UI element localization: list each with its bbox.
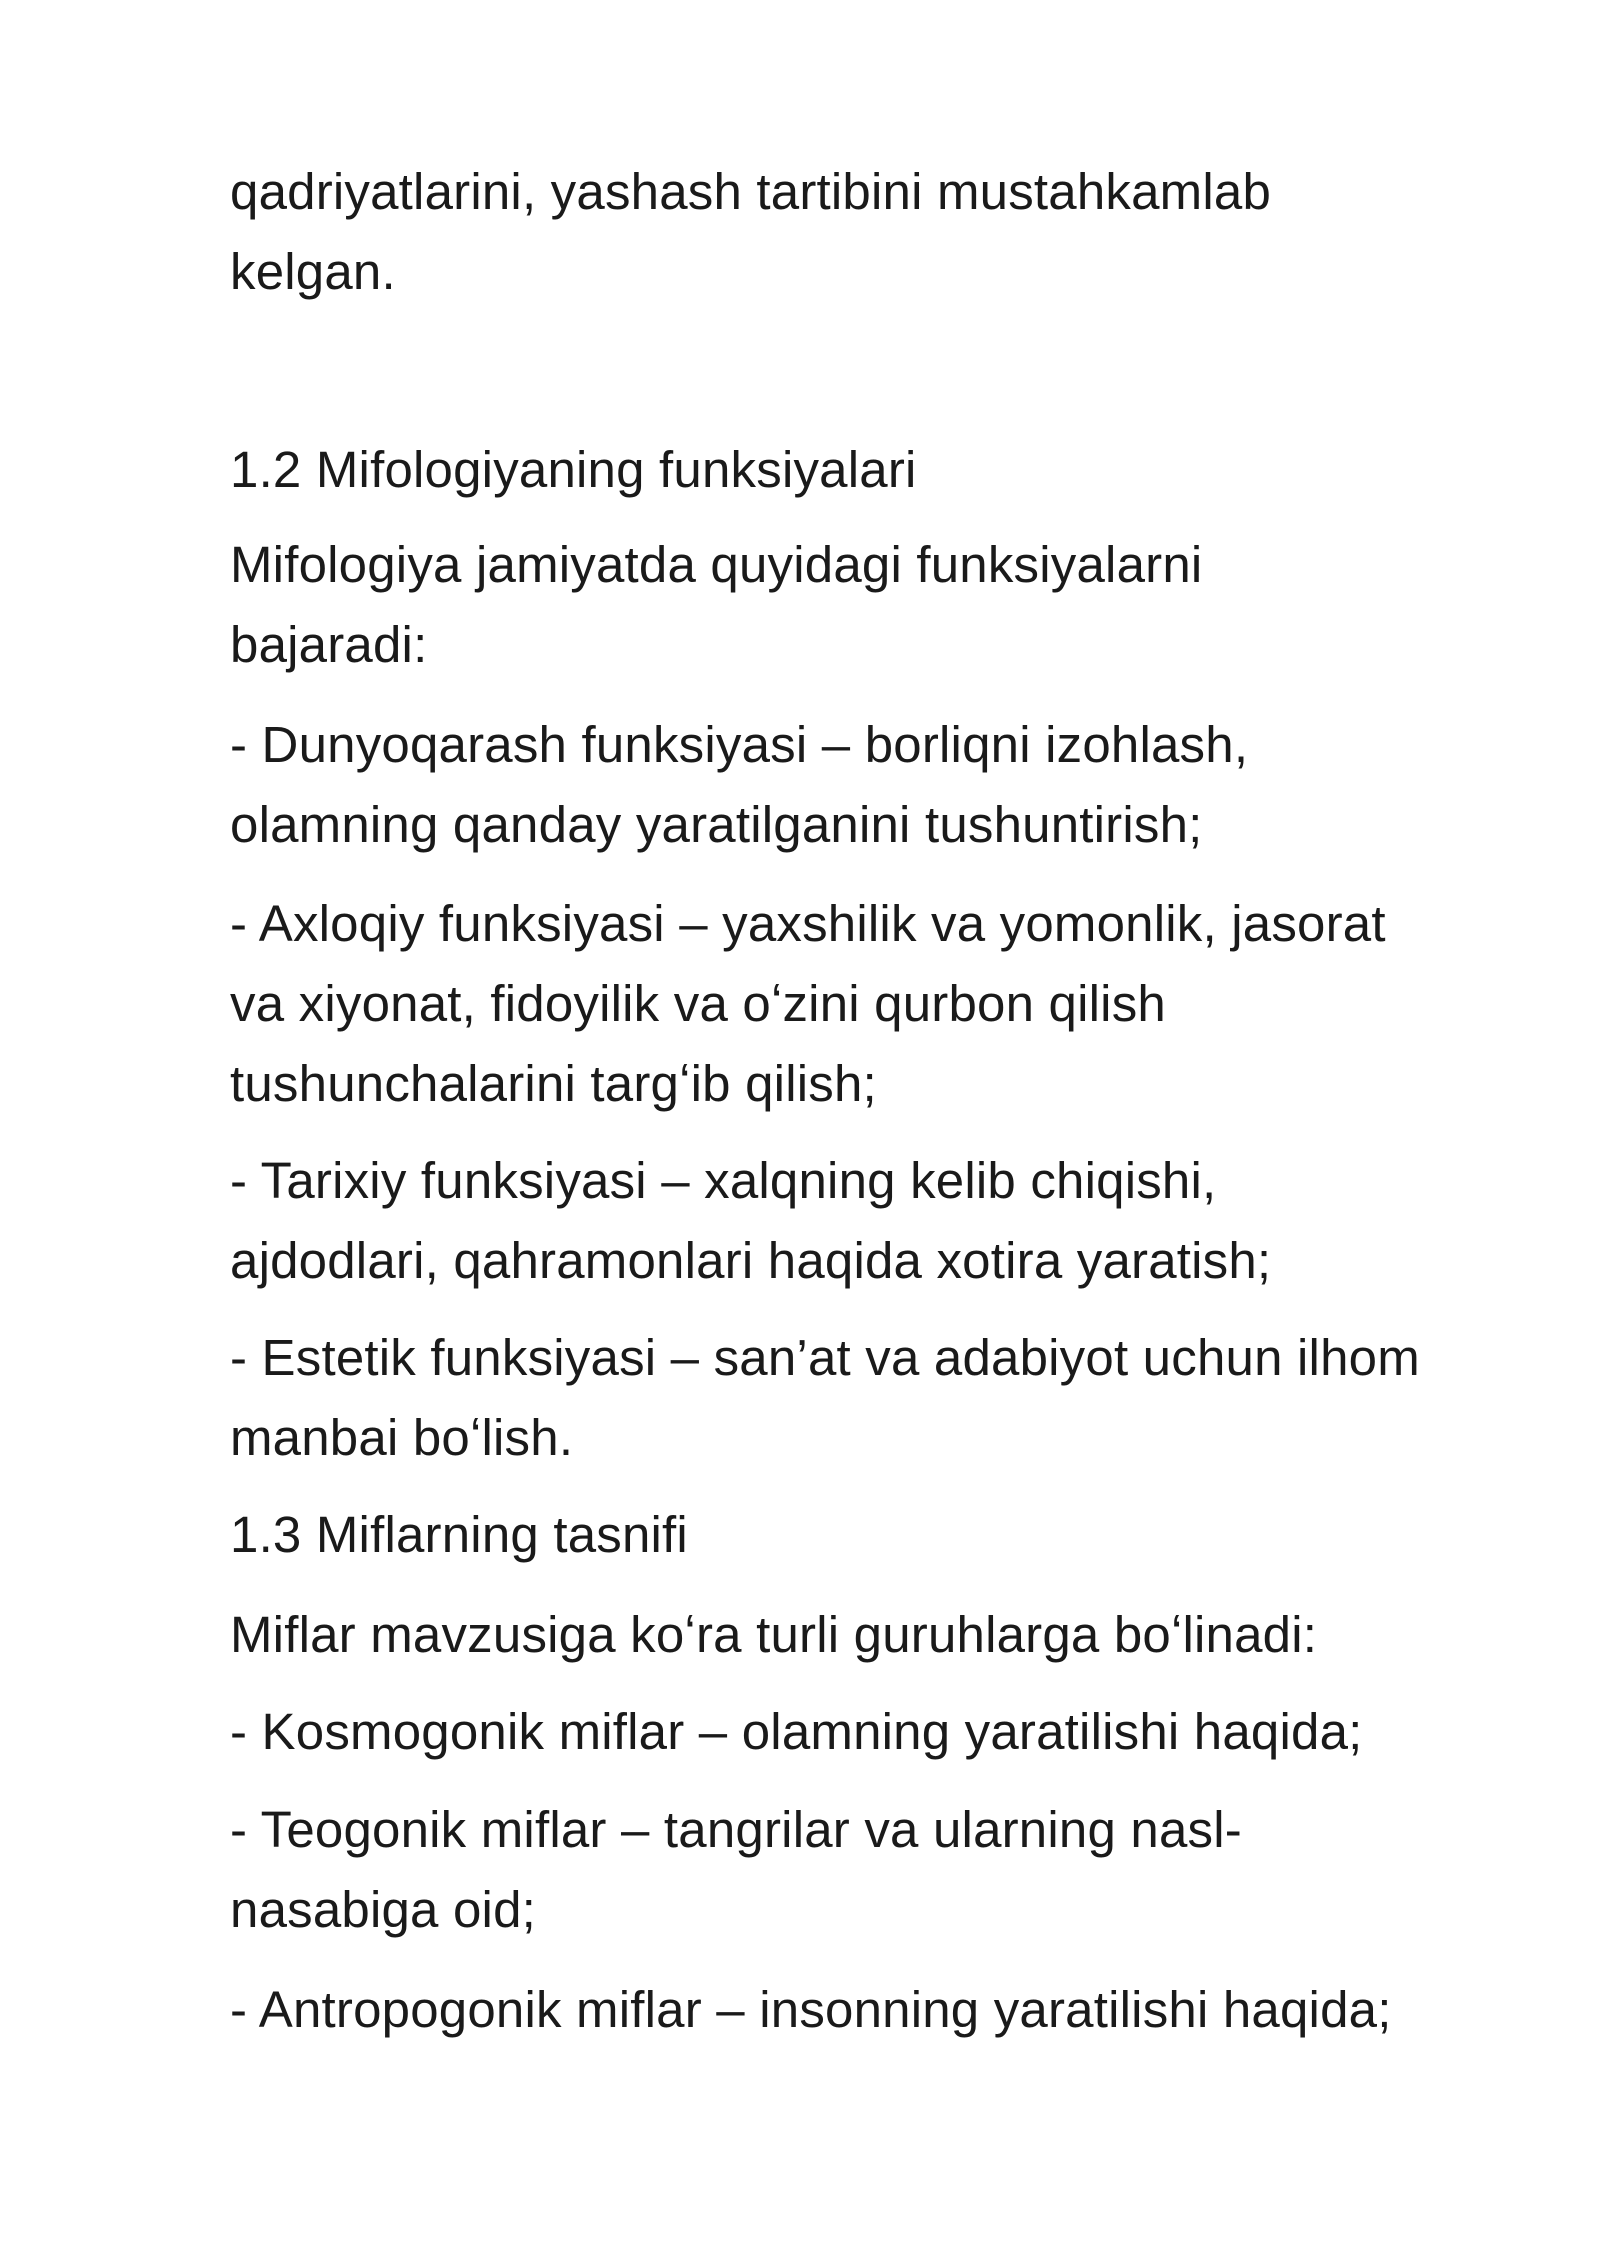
list-item-line: - Kosmogonik miflar – olamning yaratilishi haqida; xyxy=(230,1703,1363,1760)
list-item-line: va xiyonat, fidoyilik va oʻzini qurbon qilish xyxy=(230,975,1166,1032)
list-item xyxy=(230,1692,1530,1772)
paragraph-line: qadriyatlarini, yashash tartibini mustahkamlab xyxy=(230,163,1272,220)
list-item-line: - Estetik funksiyasi – san’at va adabiyot uchun ilhom xyxy=(230,1329,1420,1386)
section-heading-1-3 xyxy=(230,1495,1530,1575)
list-item-line: olamning qanday yaratilganini tushuntirish; xyxy=(230,796,1203,853)
paragraph-line: Miflar mavzusiga koʻra turli guruhlarga boʻlinadi: xyxy=(230,1606,1318,1663)
list-item xyxy=(230,1141,1530,1301)
paragraph-line: kelgan. xyxy=(230,243,396,300)
list-item-line: - Teogonik miflar – tangrilar va ularning nasl- xyxy=(230,1801,1242,1858)
section-heading-1-2 xyxy=(230,430,1530,510)
list-item-line: - Tarixiy funksiyasi – xalqning kelib chiqishi, xyxy=(230,1152,1217,1209)
list-item xyxy=(230,884,1530,1124)
list-item-line: - Dunyoqarash funksiyasi – borliqni izohlash, xyxy=(230,716,1249,773)
section-intro-paragraph xyxy=(230,1595,1530,1675)
section-heading: 1.2 Mifologiyaning funksiyalari xyxy=(230,441,917,498)
list-item xyxy=(230,705,1530,865)
intro-paragraph xyxy=(230,152,1530,312)
list-item-line: - Axloqiy funksiyasi – yaxshilik va yomonlik, jasorat xyxy=(230,895,1386,952)
list-item-line: ajdodlari, qahramonlari haqida xotira yaratish; xyxy=(230,1232,1272,1289)
list-item-line: tushunchalarini targʻib qilish; xyxy=(230,1055,877,1112)
list-item xyxy=(230,1790,1530,1950)
section-intro-paragraph xyxy=(230,525,1530,685)
section-heading: 1.3 Miflarning tasnifi xyxy=(230,1506,688,1563)
paragraph-line: Mifologiya jamiyatda quyidagi funksiyalarni xyxy=(230,536,1203,593)
list-item xyxy=(230,1970,1530,2050)
paragraph-line: bajaradi: xyxy=(230,616,428,673)
list-item-line: - Antropogonik miflar – insonning yaratilishi haqida; xyxy=(230,1981,1392,2038)
list-item-line: manbai boʻlish. xyxy=(230,1409,574,1466)
list-item-line: nasabiga oid; xyxy=(230,1881,537,1938)
list-item xyxy=(230,1318,1530,1478)
